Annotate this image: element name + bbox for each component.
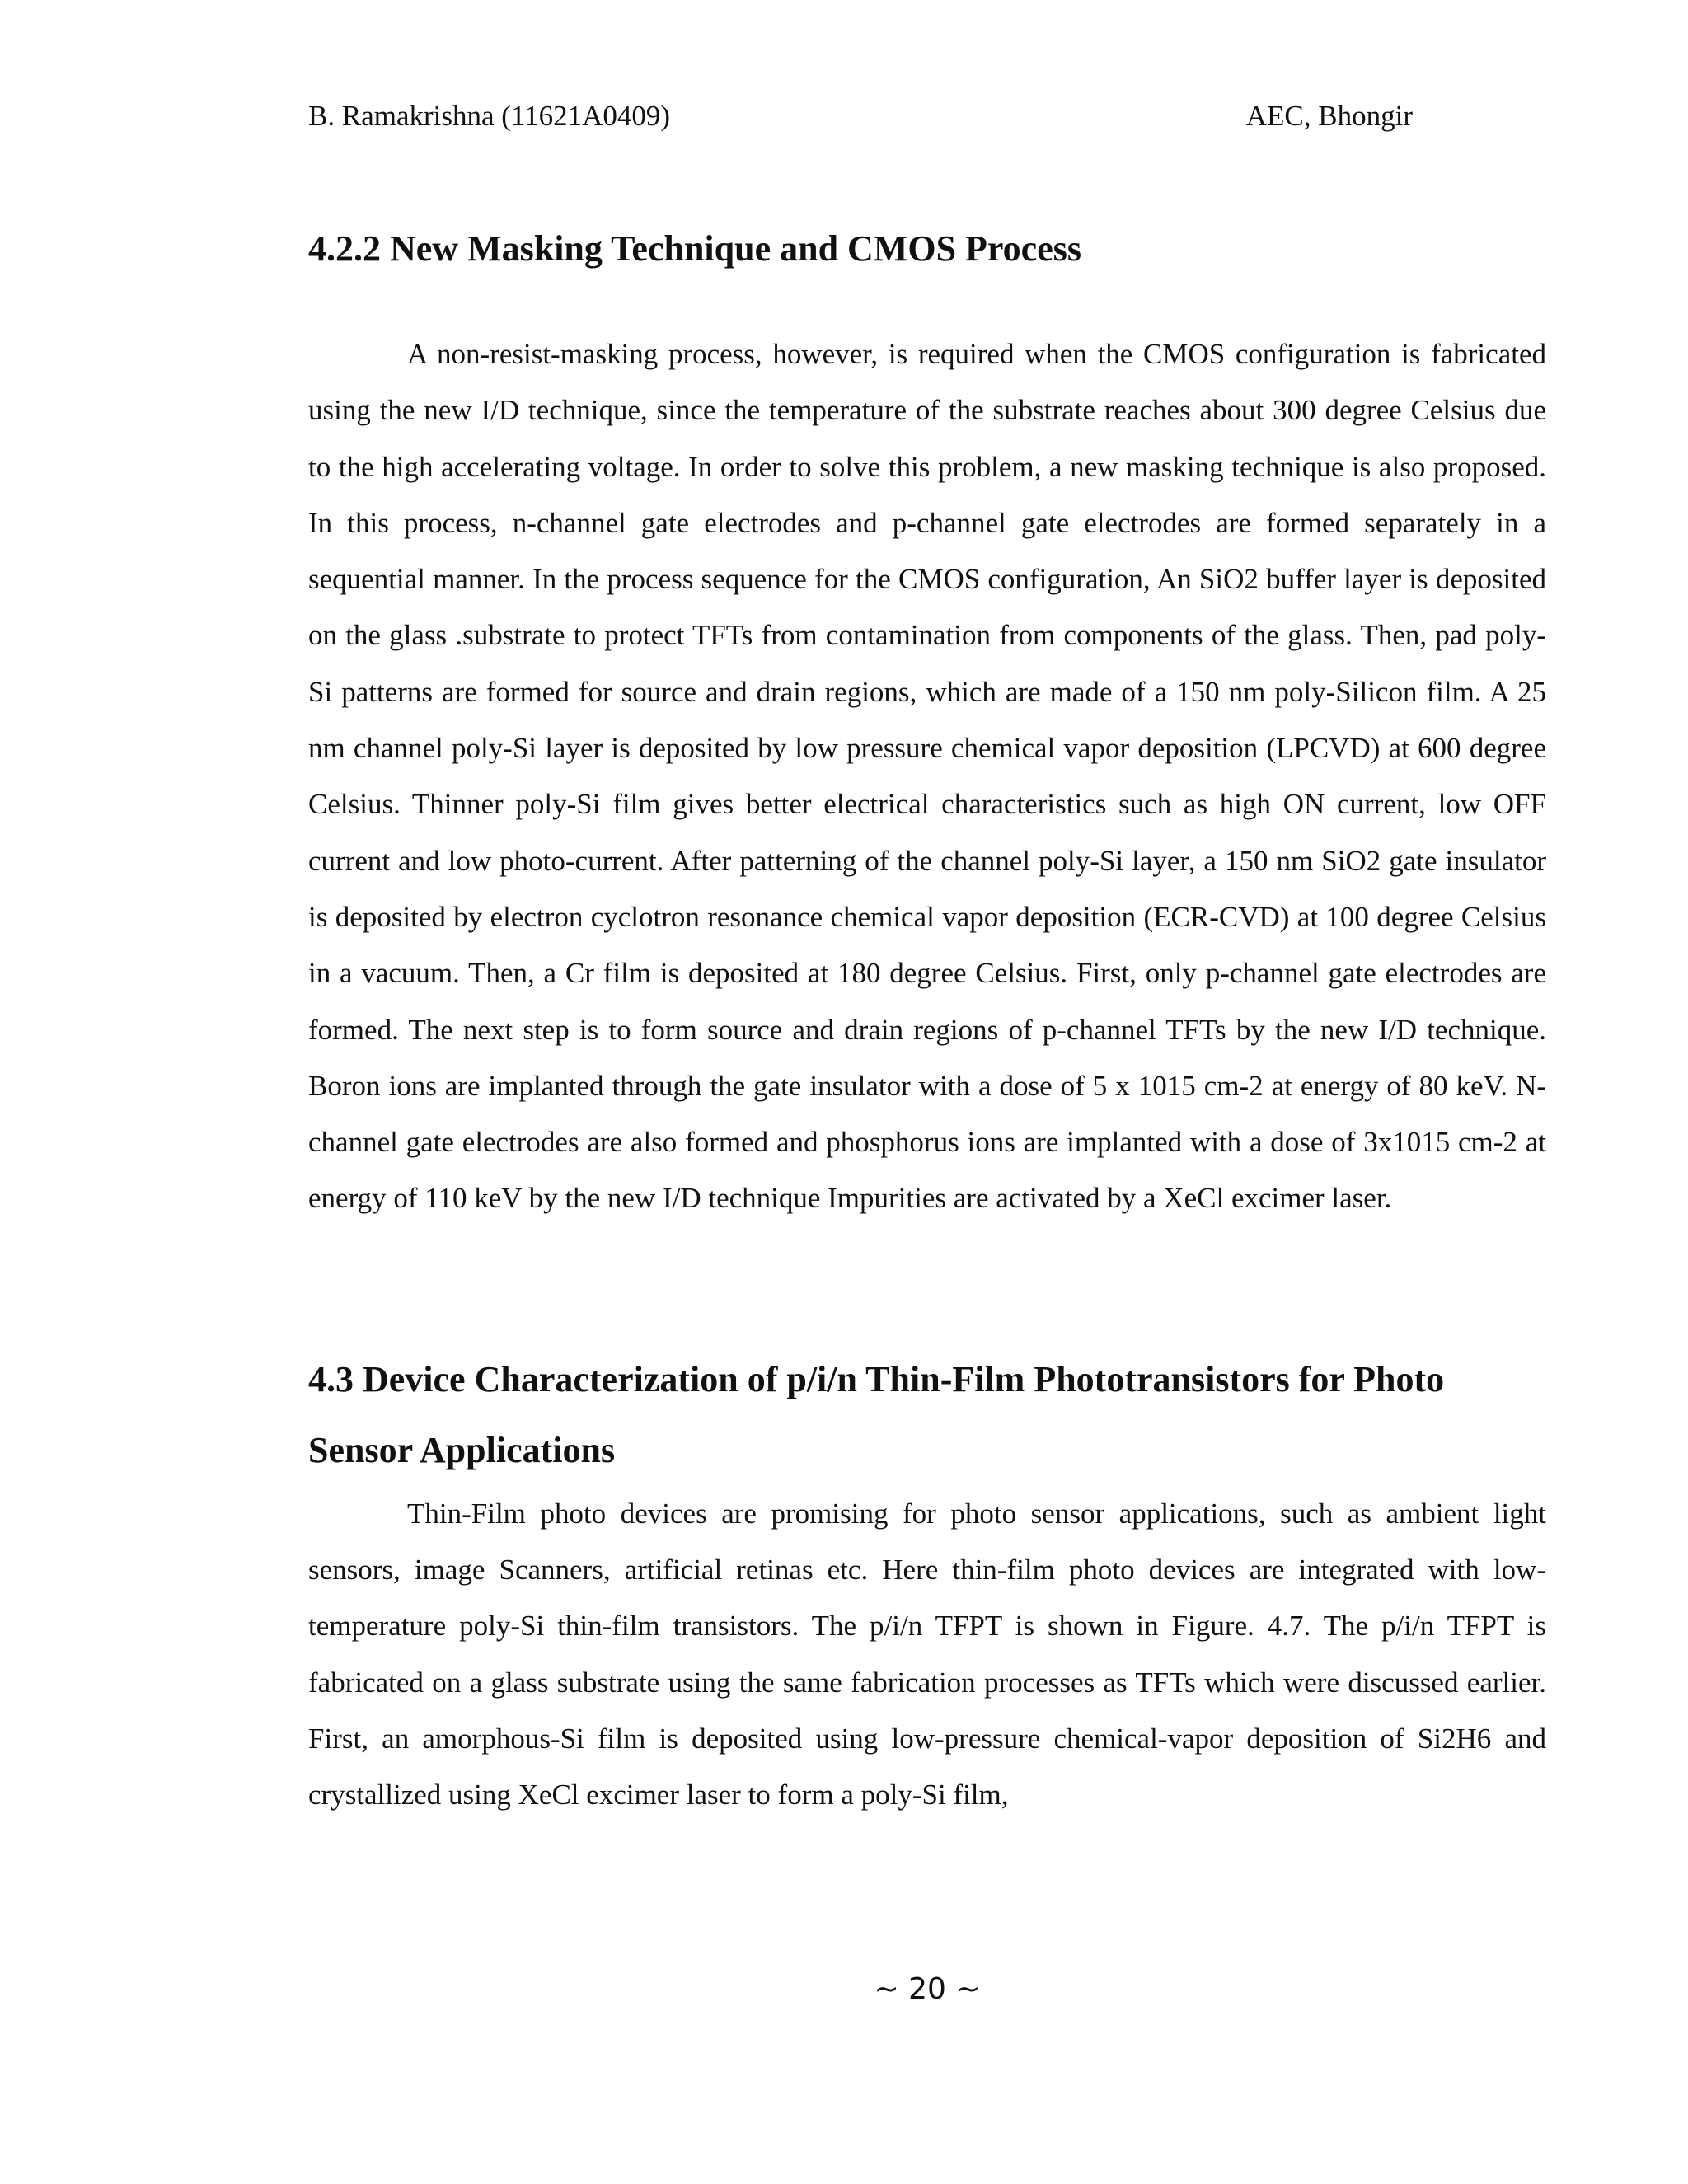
- body-paragraph-masking: A non-resist-masking process, however, is required when the CMOS configuration is fabricated using the new I/D technique, since the temperature of the substrate reaches about 300 degree Celsius due to the high accelerating voltage. In order to solve this problem, a new masking technique is also proposed. In this process, n-channel gate electrodes and p-channel gate electrodes are formed separately in a sequential manner. In the process sequence for the CMOS configuration, An SiO2 buffer layer is deposited on the glass .substrate to protect TFTs from contamination from components of the glass. Then, pad poly-Si patterns are formed for source and drain regions, which are made of a 150 nm poly-Silicon film. A 25 nm channel poly-Si layer is deposited by low pressure chemical vapor deposition (LPCVD) at 600 degree Celsius. Thinner poly-Si film gives better electrical characteristics such as high ON current, low OFF current and low photo-current. After patterning of the channel poly-Si layer, a 150 nm SiO2 gate insulator is deposited by electron cyclotron resonance chemical vapor deposition (ECR-CVD) at 100 degree Celsius in a vacuum. Then, a Cr film is deposited at 180 degree Celsius. First, only p-channel gate electrodes are formed. The next step is to form source and drain regions of p-channel TFTs by the new I/D technique. Boron ions are implanted through the gate insulator with a dose of 5 x 1015 cm-2 at energy of 80 keV. N-channel gate electrodes are also formed and phosphorus ions are implanted with a dose of 3x1015 cm-2 at energy of 110 keV by the new I/D technique Impurities are activated by a XeCl excimer laser.: [308, 338, 1546, 1215]
- header-institution: AEC, Bhongir: [1245, 100, 1413, 132]
- page-content: [308, 221, 1546, 1824]
- section-heading-4-2-2: 4.2.2 New Masking Technique and CMOS Process: [308, 228, 1081, 269]
- section-heading-4-3: 4.3 Device Characterization of p/i/n Thin-Film Phototransistors for Photo Sensor Applications: [308, 1358, 1445, 1470]
- page-header: [308, 97, 1413, 135]
- header-author: B. Ramakrishna (11621A0409): [308, 100, 671, 132]
- body-paragraph-thin-film: Thin-Film photo devices are promising for photo sensor applications, such as ambient light sensors, image Scanners, artificial retinas etc. Here thin-film photo devices are integrated with low-temperature poly-Si thin-film transistors. The p/i/n TFPT is shown in Figure. 4.7. The p/i/n TFPT is fabricated on a glass substrate using the same fabrication processes as TFTs which were discussed earlier. First, an amorphous-Si film is deposited using low-pressure chemical-vapor deposition of Si2H6 and crystallized using XeCl excimer laser to form a poly-Si film,: [308, 1497, 1546, 1811]
- page-number: ~ 20 ~: [874, 1972, 981, 2006]
